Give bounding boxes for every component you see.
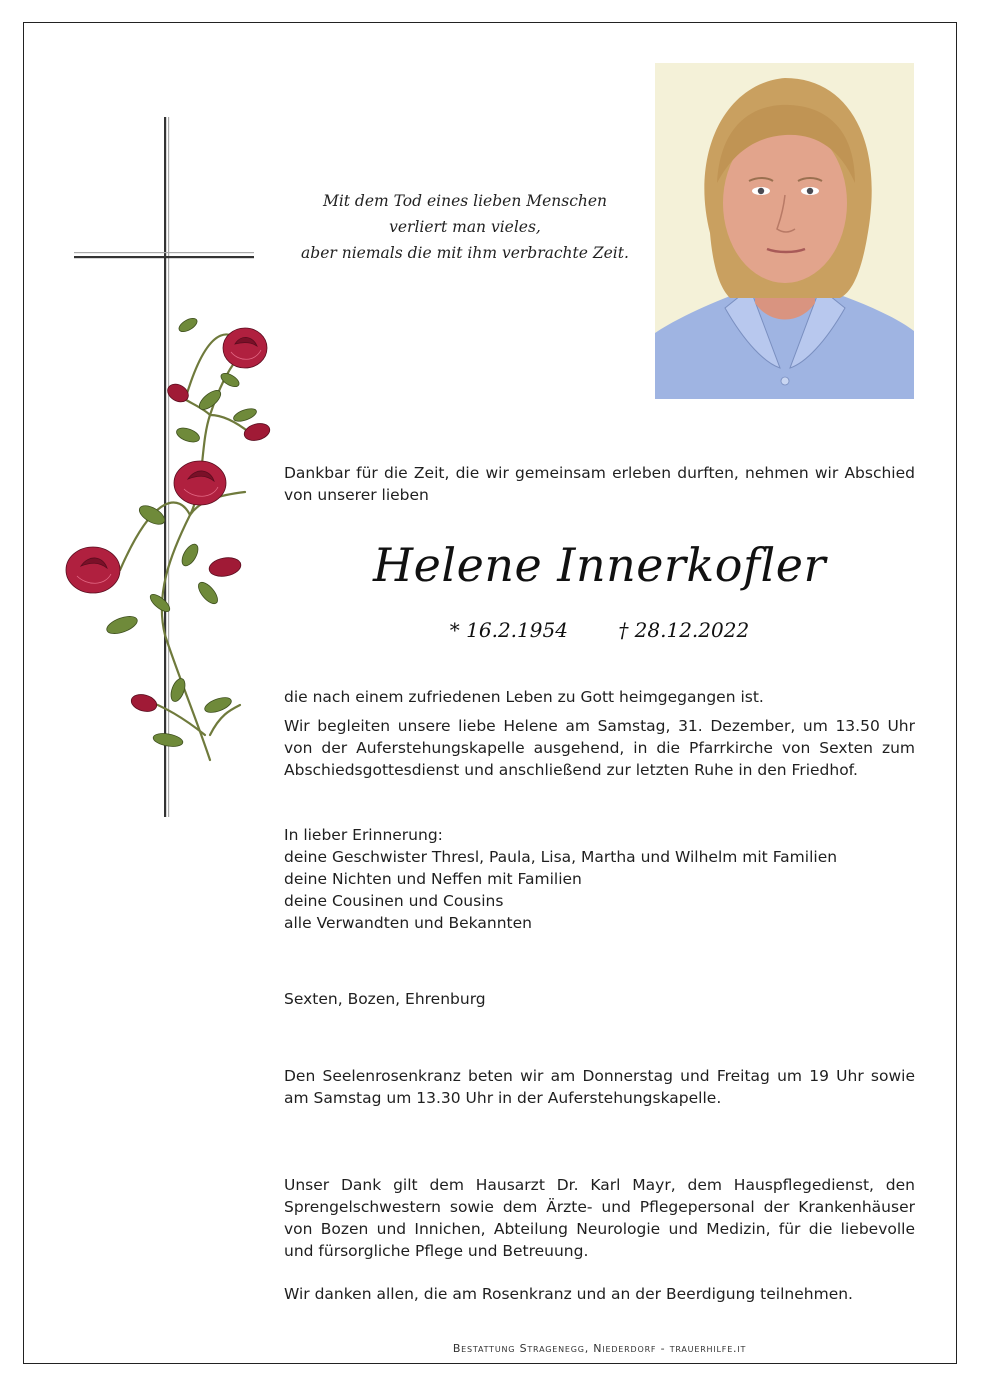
- deceased-name: Helene Innerkofler: [373, 538, 826, 592]
- intro-text: Dankbar für die Zeit, die wir gemeinsam erleben durften, nehmen wir Abschied von unserer lieben: [284, 464, 915, 504]
- cross-with-roses-icon: [60, 115, 280, 820]
- thanks-text: Unser Dank gilt dem Hausarzt Dr. Karl Mayr, dem Hauspflegedienst, den Sprengelschwestern sowie dem Ärzte- und Pflegepersonal der Krankenhäuser von Bozen und Innichen, Abteilung Neurologie und Medizin, für die liebevolle und fürsorgliche Pflege und Betreuung.: [284, 1176, 915, 1260]
- quote-line: Mit dem Tod eines lieben Menschen: [322, 192, 608, 210]
- portrait-photo: [655, 63, 914, 399]
- memory-line: deine Nichten und Neffen mit Familien: [284, 870, 582, 888]
- places-text: Sexten, Bozen, Ehrenburg: [284, 990, 486, 1008]
- birth-date: * 16.2.1954: [449, 618, 568, 642]
- memory-line: deine Cousinen und Cousins: [284, 892, 504, 910]
- memory-line: deine Geschwister Thresl, Paula, Lisa, Martha und Wilhelm mit Familien: [284, 848, 838, 866]
- funeral-text: Wir begleiten unsere liebe Helene am Samstag, 31. Dezember, um 13.50 Uhr von der Auferstehungskapelle ausgehend, in die Pfarrkirche von Sexten zum Abschiedsgottesdienst und anschließend zur letzten Ruhe in den Friedhof.: [284, 717, 915, 779]
- memory-line: alle Verwandten und Bekannten: [284, 914, 532, 932]
- quote-line: verliert man vieles,: [389, 218, 541, 236]
- closing-text: Wir danken allen, die am Rosenkranz und an der Beerdigung teilnehmen.: [284, 1285, 853, 1303]
- funeral-home-footer: Bestattung Stragenegg, Niederdorf - trauerhilfe.it: [452, 1342, 747, 1355]
- memory-line: In lieber Erinnerung:: [284, 826, 443, 844]
- death-date: † 28.12.2022: [618, 618, 750, 642]
- life-dates: [284, 615, 915, 645]
- after-name-text: die nach einem zufriedenen Leben zu Gott heimgegangen ist.: [284, 688, 764, 706]
- memorial-quote: [290, 188, 640, 266]
- rosary-text: Den Seelenrosenkranz beten wir am Donnerstag und Freitag um 19 Uhr sowie am Samstag um 13.30 Uhr in der Auferstehungskapelle.: [284, 1067, 915, 1107]
- memory-block: [284, 824, 915, 934]
- quote-line: aber niemals die mit ihm verbrachte Zeit.: [301, 244, 629, 262]
